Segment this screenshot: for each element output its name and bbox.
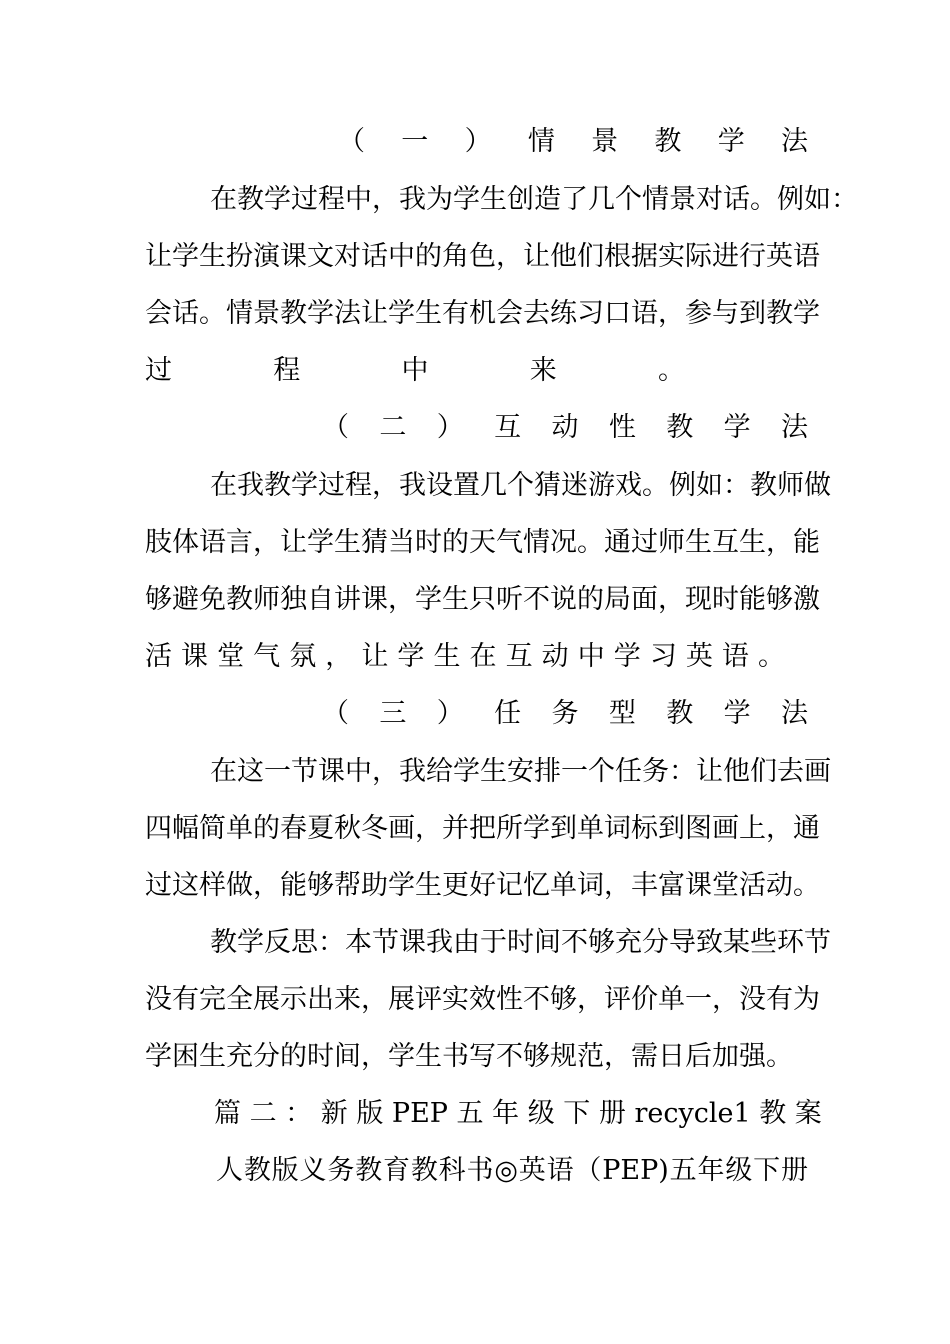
paragraph-line: 让学生扮演课文对话中的角色，让他们根据实际进行英语 — [145, 241, 820, 272]
section-heading-3: （ 三 ） 任 务 型 教 学 法 — [322, 698, 808, 729]
section-heading-2: （ 二 ） 互 动 性 教 学 法 — [322, 412, 808, 443]
paragraph-line: 在教学过程中，我为学生创造了几个情景对话。例如： — [210, 184, 858, 215]
paragraph-line: 在我教学过程，我设置几个猜迷游戏。例如：教师做 — [210, 470, 831, 501]
paragraph-line: 四幅简单的春夏秋冬画，并把所学到单词标到图画上，通 — [145, 813, 820, 844]
article-title: 篇 二 ： 新 版 PEP 五 年 级 下 册 recycle1 教 案 — [214, 1098, 822, 1129]
paragraph-line: 过 程 中 来 。 — [145, 355, 685, 386]
paragraph-line: 教学反思：本节课我由于时间不够充分导致某些环节 — [210, 927, 831, 958]
textbook-title: 人教版义务教育教科书◎英语（PEP)五年级下册 — [216, 1155, 808, 1186]
paragraph-line: 没有完全展示出来，展评实效性不够，评价单一，没有为 — [145, 984, 820, 1015]
paragraph-line: 过这样做，能够帮助学生更好记忆单词，丰富课堂活动。 — [145, 870, 820, 901]
paragraph-line: 在这一节课中，我给学生安排一个任务：让他们去画 — [210, 756, 831, 787]
paragraph-line: 活 课 堂 气 氛 ， 让 学 生 在 互 动 中 学 习 英 语 。 — [145, 641, 785, 672]
paragraph-line: 够避免教师独自讲课，学生只听不说的局面，现时能够激 — [145, 584, 820, 615]
section-heading-1: （ 一 ） 情 景 教 学 法 — [338, 126, 808, 157]
paragraph-line: 会话。情景教学法让学生有机会去练习口语，参与到教学 — [145, 298, 820, 329]
paragraph-line: 肢体语言，让学生猜当时的天气情况。通过师生互生，能 — [145, 527, 820, 558]
paragraph-line: 学困生充分的时间，学生书写不够规范，需日后加强。 — [145, 1041, 793, 1072]
